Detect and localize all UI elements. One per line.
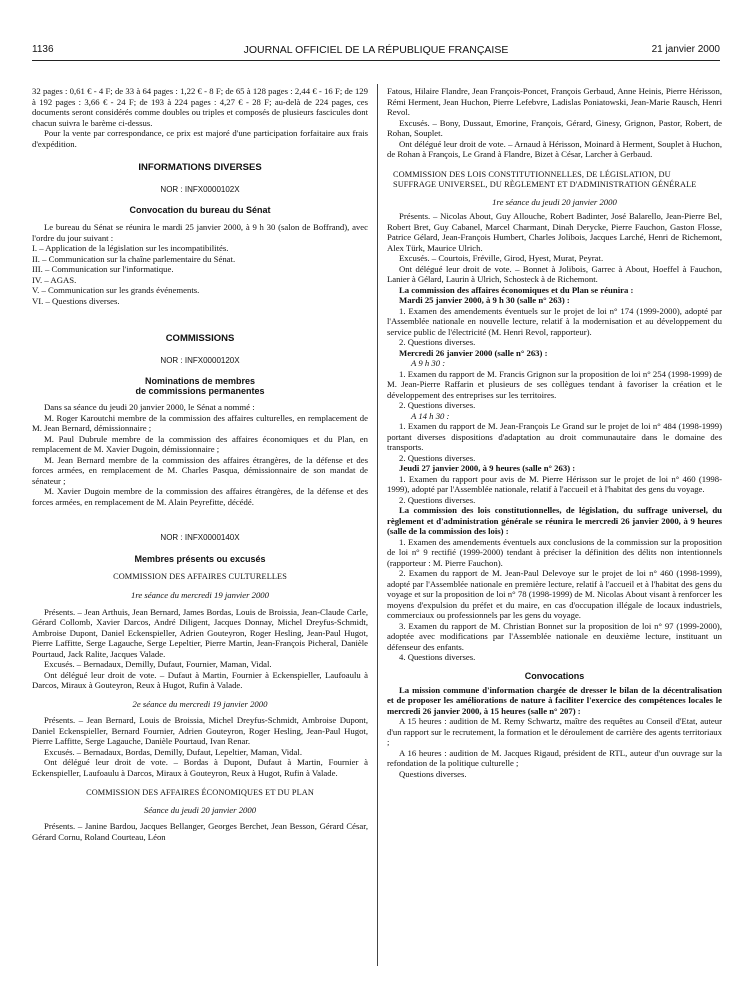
issue-date: 21 janvier 2000 — [651, 44, 720, 55]
convocations-title: Convocations — [524, 670, 585, 681]
session-title: 2e séance du mercredi 19 janvier 2000 — [132, 698, 268, 709]
delegation-list: Ont délégué leur droit de vote. – Dufaut à Martin, Fournier à Eckenspieller, Laufoaulu à Darcos, Miraux à Gouteyron, Reux à Hugot, Rufin à Valade. — [32, 669, 368, 690]
presents-list: Présents. – Janine Bardou, Jacques Bellanger, Georges Berchet, Jean Besson, Gérard César, Gérard Cornu, Roland Courteau, Léon — [32, 821, 368, 842]
price-text: 32 pages : 0,61 € - 4 F; de 33 à 64 pages : 1,22 € - 8 F; de 65 à 128 pages : 2,44 € - 16 F; de 129 à 192 pages : 3,66 € - 24 F; de 193 à 224 pages : 4,27 € - 28 F; au-delà de 224 pages, ces documents seront considérés comme doubles ou triples et composés de plusieurs fascicules dont chacun suivra le barème ci-dessus. — [32, 86, 368, 128]
nomination-paragraph: M. Roger Karoutchi membre de la commission des affaires culturelles, en remplacement de M. Jean Bernard, démissionnaire ; — [32, 412, 368, 433]
column-separator — [377, 84, 378, 966]
agenda-item: IV. – AGAS. — [32, 274, 77, 285]
presents-list: Présents. – Nicolas About, Guy Allouche, Robert Badinter, José Balarello, Jean-Pierre Bel, Robert Bret, Guy Cabanel, Marcel Charmant, Dinah Derycke, Pierre Fauchon, Gaston Flosse, Patrice Gélard, Jean-François Humbert, Charles Jolibois, Jacques Larché, Henri de Richemont, Alex Türk, Maurice Ulrich. — [387, 211, 722, 253]
commission-heading: COMMISSION DES AFFAIRES CULTURELLES — [113, 571, 287, 581]
agenda-item: 2. Questions diverses. — [399, 452, 476, 463]
section-title-commissions: COMMISSIONS — [165, 333, 235, 344]
right-column — [387, 86, 722, 779]
price-note: Pour la vente par correspondance, ce prix est majoré d'une participation forfaitaire aux frais d'expédition. — [32, 128, 368, 149]
page-number: 1136 — [32, 44, 54, 55]
meeting-date: Jeudi 27 janvier 2000, à 9 heures (salle n° 263) : — [399, 463, 576, 473]
meeting-time: A 9 h 30 : — [411, 358, 446, 368]
meeting-time: A 14 h 30 : — [411, 410, 450, 421]
nor-reference: NOR : INFX0000140X — [160, 533, 240, 542]
meeting-date: Mercredi 26 janvier 2000 (salle n° 263) : — [399, 347, 548, 358]
delegation-list: Ont délégué leur droit de vote. – Arnaud à Hérisson, Moinard à Herment, Souplet à Huchon, de Rohan à François, Le Grand à Flandre, Bizet à César, Larcher à Gerbaud. — [387, 138, 722, 159]
agenda-item: II. – Communication sur la chaîne parlementaire du Sénat. — [32, 253, 236, 264]
nomination-paragraph: M. Jean Bernard membre de la commission des affaires étrangères, de la défense et des forces armées, en remplacement de M. Charles Pasqua, démissionnaire de son mandat de sénateur ; — [32, 454, 368, 486]
mission-notice: La mission commune d'information chargée de dresser le bilan de la décentralisation et de proposer les améliorations de nature à faciliter l'exercice des compétences locales le mercredi 26 janvier 2000, à 15 heures (salle n° 207) : — [387, 684, 722, 716]
presents-list-continued: Fatous, Hilaire Flandre, Jean François-Poncet, François Gerbaud, Anne Heinis, Pierre Hérisson, Rémi Herment, Jean Huchon, Pierre Lefebvre, Ladislas Poniatowski, Jean-Marie Rausch, Henri Revol. — [387, 86, 722, 117]
agenda-item: 2. Questions diverses. — [399, 400, 476, 410]
commission-meeting-notice: La commission des lois constitutionnelles, de législation, du suffrage universel, du règlement et d'administration générale se réunira le mercredi 26 janvier 2000, à 9 heures (salle de la commission des lois) : — [387, 505, 722, 536]
agenda-item: Questions diverses. — [399, 768, 467, 779]
commission-heading: COMMISSION DES AFFAIRES ÉCONOMIQUES ET DU PLAN — [86, 788, 314, 797]
agenda-item: VI. – Questions diverses. — [32, 295, 120, 306]
agenda-item: 2. Questions diverses. — [399, 494, 476, 505]
audition-item: A 15 heures : audition de M. Remy Schwartz, maître des requêtes au Conseil d'Etat, auteur d'un rapport sur le recrutement, la formation et le déroulement de carrière des agents territoriaux ; — [387, 716, 722, 747]
nor-reference: NOR : INFX0000102X — [160, 184, 240, 194]
excuses-list: Excusés. – Bernadaux, Demilly, Dufaut, Fournier, Maman, Vidal. — [44, 659, 272, 669]
commission-meeting-notice: La commission des affaires économiques et du Plan se réunira : — [399, 284, 634, 295]
agenda-item: 3. Examen du rapport de M. Christian Bonnet sur la proposition de loi n° 97 (1999-2000), adoptée avec modifications par l'Assemblée nationale en deuxième lecture, instituant un défenseur des enfants. — [387, 620, 722, 652]
excuses-list: Excusés. – Courtois, Fréville, Girod, Hyest, Murat, Peyrat. — [399, 253, 604, 263]
agenda-item: 1. Examen des amendements éventuels sur le projet de loi n° 174 (1999-2000), adopté par l'Assemblée nationale en nouvelle lecture, relatif à la modernisation et au développement du service public de l'électricité (M. Henri Revol, rapporteur). — [387, 305, 722, 337]
nominations-subtitle: de commissions permanentes — [135, 386, 265, 396]
agenda-item: V. – Communication sur les grands événements. — [32, 285, 200, 295]
convocation-text: Le bureau du Sénat se réunira le mardi 25 janvier 2000, à 9 h 30 (salon de Boffrand), avec l'ordre du jour suivant : — [32, 222, 368, 243]
agenda-item: 1. Examen du rapport de M. Francis Grignon sur la proposition de loi n° 254 (1998-1999) de M. Jean-Pierre Raffarin et plusieurs de ses collègues tendant à favoriser la création et le développement des entreprises sur les territoires. — [387, 368, 722, 400]
convocation-title: Convocation du bureau du Sénat — [129, 205, 271, 215]
page-header — [32, 44, 720, 58]
excuses-list: Excusés. – Bony, Dussaut, Emorine, François, Gérard, Ginesy, Grignon, Pastor, Robert, de Rohan, Souplet. — [387, 117, 722, 138]
nor-reference: NOR : INFX0000120X — [160, 355, 240, 365]
agenda-item: 2. Questions diverses. — [399, 337, 476, 347]
excuses-list: Excusés. – Bernadaux, Bordas, Demilly, Dufaut, Lepeltier, Maman, Vidal. — [44, 746, 302, 757]
header-rule — [32, 60, 720, 61]
left-column — [32, 86, 368, 842]
session-title: 1re séance du mercredi 19 janvier 2000 — [131, 590, 269, 600]
agenda-item: 1. Examen du rapport de M. Jean-François Le Grand sur le projet de loi n° 484 (1998-1999) portant diverses dispositions d'adaptation au droit communautaire dans le domaine des transports. — [387, 421, 722, 452]
section-title-informations: INFORMATIONS DIVERSES — [138, 162, 262, 173]
agenda-item: 2. Examen du rapport de M. Jean-Paul Delevoye sur le projet de loi n° 460 (1998-1999), adopté par l'Assemblée nationale en première lecture, relatif à l'accueil et à l'habitat des gens du voyage et sur la proposition de loi n° 78 (1998-1999) de M. Nicolas About visant à renforcer les moyens d'expulsion du préfet et du maire, en cas d'occupation illégale de locaux industriels, commerciaux ou professionnels par les gens du voyage. — [387, 568, 722, 620]
agenda-item: 4. Questions diverses. — [399, 652, 476, 662]
agenda-item: 1. Examen des amendements éventuels aux conclusions de la commission sur la proposition de loi n° 9 rectifié (1999-2000) tendant à préciser la définition des délits non intentionnels (rapporteur : M. Pierre Fauchon). — [387, 536, 722, 568]
agenda-item: I. – Application de la législation sur les incompatibilités. — [32, 243, 229, 253]
agenda-item: 1. Examen du rapport pour avis de M. Pierre Hérisson sur le projet de loi n° 460 (1998-1999), adopté par l'Assemblée nationale, relatif à l'accueil et à l'habitat des gens du voyage. — [387, 473, 722, 494]
audition-item: A 16 heures : audition de M. Jacques Rigaud, président de RTL, auteur d'un ouvrage sur la refondation de la politique culturelle ; — [387, 747, 722, 768]
session-title: Séance du jeudi 20 janvier 2000 — [143, 804, 257, 815]
presents-list: Présents. – Jean Arthuis, Jean Bernard, James Bordas, Louis de Broissia, Jean-Claude Carle, Gérard Collomb, Xavier Darcos, André Diligent, Jacques Donnay, Michel Dreyfus-Schmidt, Ambroise Dupont, Daniel Eckenspieller, Adrien Gouteyron, Roger Hesling, Jean-Paul Hugot, Pierre Laffitte, Serge Lagauche, Serge Lepeltier, Pierre Martin, Jean-François Picheral, Danièle Pourtaud, Jack Ralite, Jacques Valade. — [32, 606, 368, 659]
journal-title: JOURNAL OFFICIEL DE LA RÉPUBLIQUE FRANÇAISE — [243, 44, 509, 56]
delegation-list: Ont délégué leur droit de vote. – Bonnet à Jolibois, Garrec à About, Hoeffel à Fauchon, Lanier à Gélard, Laurin à Ulrich, Schosteck à de Richemont. — [387, 263, 722, 284]
nomination-paragraph: M. Paul Dubrule membre de la commission des affaires économiques et du Plan, en remplacement de M. Xavier Dugoin, démissionnaire ; — [32, 433, 368, 454]
agenda-item: III. – Communication sur l'informatique. — [32, 264, 174, 274]
meeting-date: Mardi 25 janvier 2000, à 9 h 30 (salle n° 263) : — [399, 295, 570, 305]
nominations-title: Nominations de membres — [144, 376, 256, 386]
commission-heading: COMMISSION DES LOIS CONSTITUTIONNELLES, DE LÉGISLATION, DU SUFFRAGE UNIVERSEL, DU RÈGLEMENT ET D'ADMINISTRATION GÉNÉRALE — [393, 169, 697, 189]
session-title: 1re séance du jeudi 20 janvier 2000 — [492, 196, 617, 207]
nomination-paragraph: M. Xavier Dugoin membre de la commission des affaires étrangères, de la défense et des forces armées, en remplacement de M. Alain Peyrefitte, décédé. — [32, 486, 368, 507]
nomination-paragraph: Dans sa séance du jeudi 20 janvier 2000, le Sénat a nommé : — [44, 402, 255, 412]
delegation-list: Ont délégué leur droit de vote. – Bordas à Dupont, Dufaut à Martin, Fournier à Eckenspieller, Laufoaulu à Darcos, Miraux à Gouteyron, Reux à Hugot, Rufin à Valade. — [32, 757, 368, 778]
presents-list: Présents. – Jean Bernard, Louis de Broissia, Michel Dreyfus-Schmidt, Ambroise Dupont, Daniel Eckenspieller, Bernard Fournier, Adrien Gouteyron, Roger Hesling, Jean-Paul Hugot, Pierre Laffitte, Serge Lagauche, Danièle Pourtaud, Ivan Renar. — [32, 715, 368, 746]
members-title: Membres présents ou excusés — [134, 553, 266, 564]
